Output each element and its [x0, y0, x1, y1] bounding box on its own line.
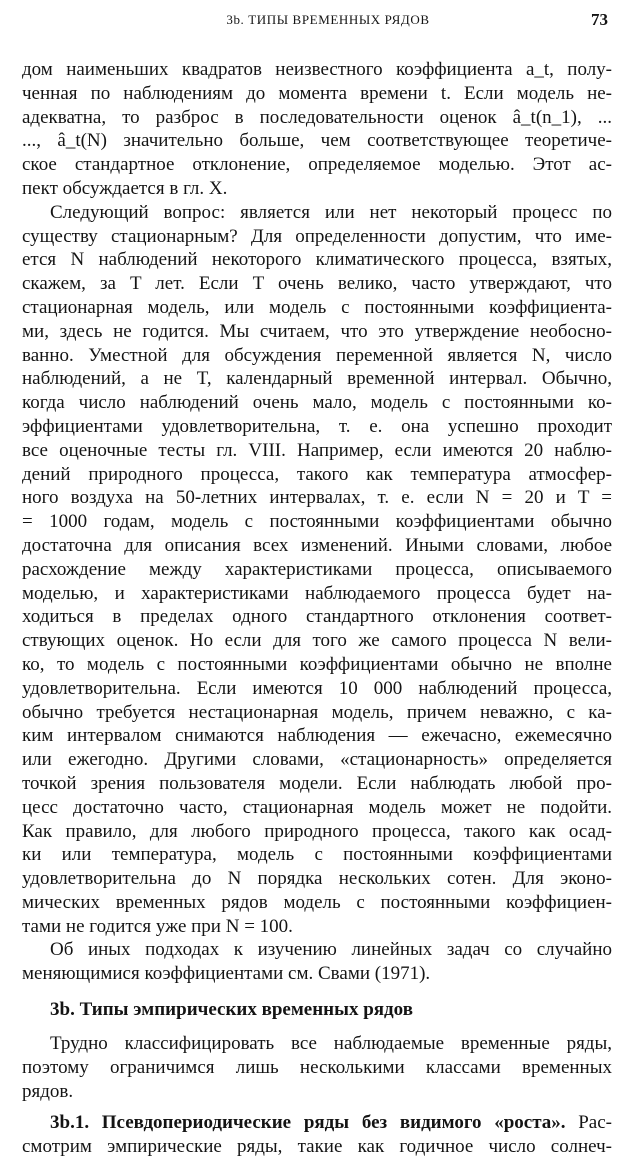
text-line: Трудно классифицировать все наблюдаемые временные ряды,: [50, 1033, 612, 1055]
body-text: [22, 58, 612, 1159]
text-line: ного воздуха на 50-летних интервалах, т. е. если N = 20 и T =: [22, 487, 612, 509]
text-line: когда число наблюдений очень мало, модель с постоянными ко-: [22, 392, 612, 414]
text-line: ми, здесь не годится. Мы считаем, что это утверждение необосно-: [22, 320, 612, 342]
text-line: поэтому ограничимся лишь несколькими классами временных: [22, 1056, 612, 1078]
text-fragment: Рас-: [578, 1112, 612, 1134]
section-paragraph: [22, 1032, 612, 1103]
text-line: мических временных рядов модель с постоянными коэффициен-: [22, 891, 612, 913]
running-title: 3b. ТИПЫ ВРЕМЕННЫХ РЯДОВ: [226, 12, 430, 27]
page-number: 73: [591, 10, 608, 29]
text-line: дений природного процесса, такого как температура атмосфер-: [22, 463, 612, 485]
text-line: тами не годится уже при N = 100.: [22, 915, 293, 937]
text-line: цесс достаточно часто, стационарная модель может не подойти.: [22, 796, 612, 818]
text-line: ким интервалом снимаются наблюдения — ежечасно, ежемесячно: [22, 725, 612, 747]
text-line: удовлетворительна. Если имеются 10 000 наблюдений процесса,: [22, 677, 612, 699]
text-line: смотрим эмпирические ряды, такие как годичное число солнеч-: [22, 1136, 612, 1158]
text-line: рядов.: [22, 1080, 74, 1102]
text-line: существу стационарным? Для определенности допустим, что име-: [22, 225, 612, 247]
text-line: Как правило, для любого природного процесса, такого как осад-: [22, 820, 612, 842]
text-line: ки или температура, модель с постоянными коэффициентами: [22, 844, 612, 866]
text-line: все оценочные тесты гл. VIII. Например, если имеются 20 наблю-: [22, 439, 612, 461]
text-line: дом наименьших квадратов неизвестного коэффициента a_t, полу-: [22, 59, 612, 80]
text-line: ..., â_t(N) значительно больше, чем соответствующее теоретиче-: [22, 130, 612, 152]
text-line: ется N наблюдений некоторого климатического процесса, взятых,: [22, 249, 612, 271]
text-line: ходиться в пределах одного стандартного отклонения соответ-: [22, 606, 612, 628]
text-line: наблюдений, а не T, календарный временной интервал. Обычно,: [22, 368, 612, 390]
text-line: достаточна для описания всех изменений. Иными словами, любое: [22, 534, 612, 556]
text-line: ко, то модель с постоянными коэффициентами обычно не вполне: [22, 653, 612, 675]
subsection-paragraph: [22, 1111, 612, 1159]
text-line: удовлетворительна до N порядка нескольких сотен. Для эконо-: [22, 868, 612, 890]
paragraph-2: [22, 201, 612, 939]
text-line: расхождение между характеристиками процесса, описываемого: [22, 558, 612, 580]
subsection-heading: 3b.1. Псевдопериодические ряды без видимого «роста».: [50, 1112, 566, 1134]
text-line: точкой зрения пользователя модели. Если наблюдать любой про-: [22, 772, 612, 794]
text-line: стационарная модель, или модель с постоянными коэффициента-: [22, 296, 612, 318]
text-line: адекватна, то разброс в последовательности оценок â_t(n_1), ...: [22, 106, 612, 128]
running-head: [48, 10, 608, 32]
text-line: Об иных подходах к изучению линейных задач со случайно: [50, 939, 612, 961]
paragraph-3: [22, 938, 612, 986]
subsection-first-line: [22, 1111, 612, 1135]
text-line: ствующих оценок. Но если для того же самого процесса N вели-: [22, 630, 612, 652]
text-line: Следующий вопрос: является или нет некоторый процесс по: [50, 201, 612, 223]
text-line: = 1000 годам, модель с постоянными коэффициентами обычно: [22, 511, 612, 533]
text-line: ванно. Уместной для обсуждения переменной является N, число: [22, 344, 612, 366]
text-line: ское стандартное отклонение, определяемое моделью. Этот ас-: [22, 154, 612, 176]
text-line: или ежегодно. Другими словами, «стационарность» определяется: [22, 749, 612, 771]
text-line: ченная по наблюдениям до момента времени t. Если модель не-: [22, 82, 612, 104]
section-heading: 3b. Типы эмпирических временных рядов: [50, 999, 413, 1021]
text-line: моделью, и характеристиками наблюдаемого процесса будет на-: [22, 582, 612, 604]
paragraph-1: [22, 58, 612, 201]
text-line: эффициентами удовлетворительна, т. е. она успешно проходит: [22, 415, 612, 437]
text-line: пект обсуждается в гл. X.: [22, 177, 228, 199]
text-line: меняющимися коэффициентами см. Свами (1971).: [22, 963, 431, 985]
text-line: скажем, за T лет. Если T очень велико, часто утверждают, что: [22, 273, 612, 295]
text-line: обычно требуется нестационарная модель, причем неважно, с ка-: [22, 701, 612, 723]
